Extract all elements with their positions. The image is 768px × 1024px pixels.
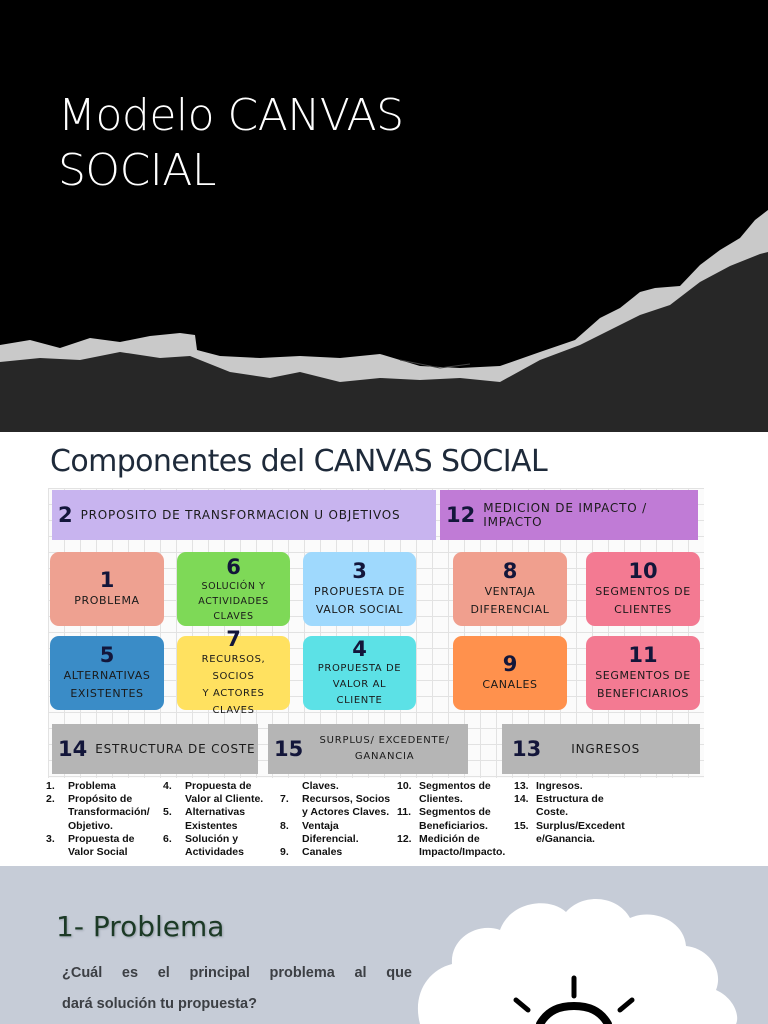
legend-text: Propuesta de xyxy=(68,832,135,845)
legend-num: 1. xyxy=(46,780,55,792)
card-label: CLIENTE xyxy=(336,695,383,706)
legend-num: 10. xyxy=(397,780,412,792)
legend-num: 3. xyxy=(46,832,55,845)
legend-num xyxy=(397,846,419,859)
legend-num xyxy=(514,833,536,846)
bar-income xyxy=(502,724,700,774)
legend-text: Valor al Cliente. xyxy=(185,793,264,806)
card-label: ACTIVIDADES CLAVES xyxy=(198,595,269,622)
legend-column-4 xyxy=(397,780,509,859)
card-number: 6 xyxy=(226,554,241,579)
legend-text: Impacto/Impacto. xyxy=(419,846,506,859)
card-label: Y ACTORES CLAVES xyxy=(202,688,265,716)
legend-text: Medición de xyxy=(419,832,480,845)
card-differential-advantage xyxy=(453,552,567,626)
bar-number: 2 xyxy=(58,503,73,527)
legend-text: y Actores Claves. xyxy=(302,806,390,819)
bar-number: 14 xyxy=(58,737,88,761)
legend-text: Surplus/Excedent xyxy=(536,819,625,832)
card-number: 11 xyxy=(628,643,658,667)
legend-text: Estructura de xyxy=(536,793,604,806)
bar-label: SURPLUS/ EXCEDENTE/ xyxy=(319,735,450,746)
card-label: RECURSOS, SOCIOS xyxy=(201,654,266,682)
card-problem xyxy=(50,552,164,626)
card-number: 9 xyxy=(502,652,518,676)
legend-num xyxy=(397,820,419,833)
card-label: BENEFICIARIOS xyxy=(596,687,690,700)
slide-title-line2: SOCIAL xyxy=(58,145,216,196)
legend-text: Claves. xyxy=(302,780,339,792)
legend-text: Clientes. xyxy=(419,793,463,806)
bar-label: INGRESOS xyxy=(571,742,641,756)
card-channels xyxy=(453,636,567,710)
legend-text: Segmentos de xyxy=(419,806,491,819)
legend-text: Beneficiarios. xyxy=(419,819,488,832)
legend-num: 5. xyxy=(163,806,172,819)
legend-num xyxy=(280,833,302,846)
legend-text: Ingresos. xyxy=(536,780,583,792)
legend-num: 4. xyxy=(163,780,172,792)
card-label: SEGMENTOS DE xyxy=(595,669,691,682)
torn-paper-decoration xyxy=(0,0,768,432)
legend-text: Segmentos de xyxy=(419,780,491,792)
card-label: CANALES xyxy=(482,678,538,691)
legend-text: Canales xyxy=(302,846,343,859)
legend-num: 6. xyxy=(163,832,172,845)
card-label: PROBLEMA xyxy=(74,594,140,607)
card-label: PROPUESTA DE xyxy=(313,585,406,598)
bar-label: GANANCIA xyxy=(354,751,415,762)
bar-label: MEDICION DE IMPACTO / IMPACTO xyxy=(483,501,647,529)
legend-text: Propósito de xyxy=(68,793,133,806)
legend-column-2 xyxy=(163,780,275,859)
legend-text: Solución y xyxy=(185,832,239,845)
slide-title xyxy=(58,88,658,198)
bar-number: 13 xyxy=(512,737,542,761)
card-label: SOLUCIÓN Y xyxy=(201,580,266,592)
legend-num: 2. xyxy=(46,793,55,806)
legend-text: Diferencial. xyxy=(302,832,359,845)
legend-num xyxy=(163,793,185,806)
legend-num xyxy=(397,793,419,806)
bar-number: 12 xyxy=(446,503,476,527)
components-slide xyxy=(0,432,768,866)
card-label: ALTERNATIVAS xyxy=(63,669,151,682)
question-line-2: dará solución tu propuesta? xyxy=(62,996,257,1012)
legend-text: Recursos, Socios xyxy=(302,793,391,806)
bar-label: PROPOSITO DE TRANSFORMACION U OBJETIVOS xyxy=(80,508,401,522)
legend-column-5 xyxy=(514,780,644,846)
card-label: CLIENTES xyxy=(614,603,672,616)
card-resources-partners xyxy=(177,627,290,716)
card-existing-alternatives xyxy=(50,636,164,710)
card-label: SEGMENTOS DE xyxy=(595,585,691,598)
card-social-value-proposition xyxy=(303,552,416,626)
bar-purpose xyxy=(52,490,436,540)
legend-num: 8. xyxy=(280,819,289,832)
legend-num xyxy=(514,806,536,819)
legend-num xyxy=(280,780,302,793)
card-number: 5 xyxy=(99,643,115,667)
card-beneficiary-segments xyxy=(586,636,700,710)
legend-num: 11. xyxy=(397,806,412,819)
card-label: VALOR SOCIAL xyxy=(315,603,404,616)
question-line-1: ¿Cuál es el principal problema al que xyxy=(62,965,412,981)
legend-num xyxy=(163,820,185,833)
card-label: PROPUESTA DE xyxy=(317,663,402,674)
legend-text: Existentes xyxy=(185,819,238,832)
bar-surplus xyxy=(268,724,468,774)
card-label: DIFERENCIAL xyxy=(470,603,550,616)
legend-text: Propuesta de xyxy=(185,780,252,792)
legend-text: Coste. xyxy=(536,806,569,819)
problem-slide xyxy=(0,866,768,1024)
legend-column-3 xyxy=(280,780,396,859)
card-client-value-proposition xyxy=(303,636,416,710)
legend-column-1 xyxy=(46,780,158,859)
legend-num: 15. xyxy=(514,819,529,832)
bar-number: 15 xyxy=(274,737,304,761)
bar-label-group xyxy=(311,733,468,765)
legend-text: Alternativas xyxy=(185,806,246,819)
legend-num xyxy=(163,846,185,859)
problem-question xyxy=(62,958,412,1020)
bar-impact-measurement xyxy=(440,490,698,540)
legend-num xyxy=(46,846,68,859)
problem-heading: 1- Problema xyxy=(56,910,225,943)
card-label: VALOR AL xyxy=(332,679,387,690)
card-number: 3 xyxy=(352,559,367,583)
legend-text: Problema xyxy=(68,780,116,792)
card-label: EXISTENTES xyxy=(70,687,144,700)
card-solution xyxy=(177,552,290,626)
bar-label: ESTRUCTURA DE COSTE xyxy=(95,742,256,756)
legend-text: Ventaja xyxy=(302,819,339,832)
card-number: 10 xyxy=(628,559,658,583)
legend-num xyxy=(46,820,68,833)
legend-num: 12. xyxy=(397,832,412,845)
card-number: 1 xyxy=(99,568,115,592)
card-number: 4 xyxy=(352,637,367,661)
legend-num: 13. xyxy=(514,780,529,792)
slide-title-line1: Modelo CANVAS xyxy=(58,90,404,141)
title-slide xyxy=(0,0,768,432)
legend-text: Valor Social xyxy=(68,846,128,859)
card-number: 8 xyxy=(502,559,518,583)
legend-num: 14. xyxy=(514,793,529,806)
legend-num xyxy=(46,806,68,819)
legend-num: 9. xyxy=(280,846,289,859)
card-number: 7 xyxy=(226,627,241,651)
components-heading: Componentes del CANVAS SOCIAL xyxy=(50,444,548,479)
legend-text: Actividades xyxy=(185,846,244,859)
legend-num xyxy=(280,806,302,819)
canvas-diagram xyxy=(48,488,704,778)
card-label: VENTAJA xyxy=(484,585,536,598)
legend-num: 7. xyxy=(280,793,289,806)
card-client-segments xyxy=(586,552,700,626)
legend-text: Transformación/ xyxy=(68,806,150,819)
legend-text: Objetivo. xyxy=(68,819,113,832)
legend-text: e/Ganancia. xyxy=(536,832,595,845)
bar-cost-structure xyxy=(52,724,258,774)
